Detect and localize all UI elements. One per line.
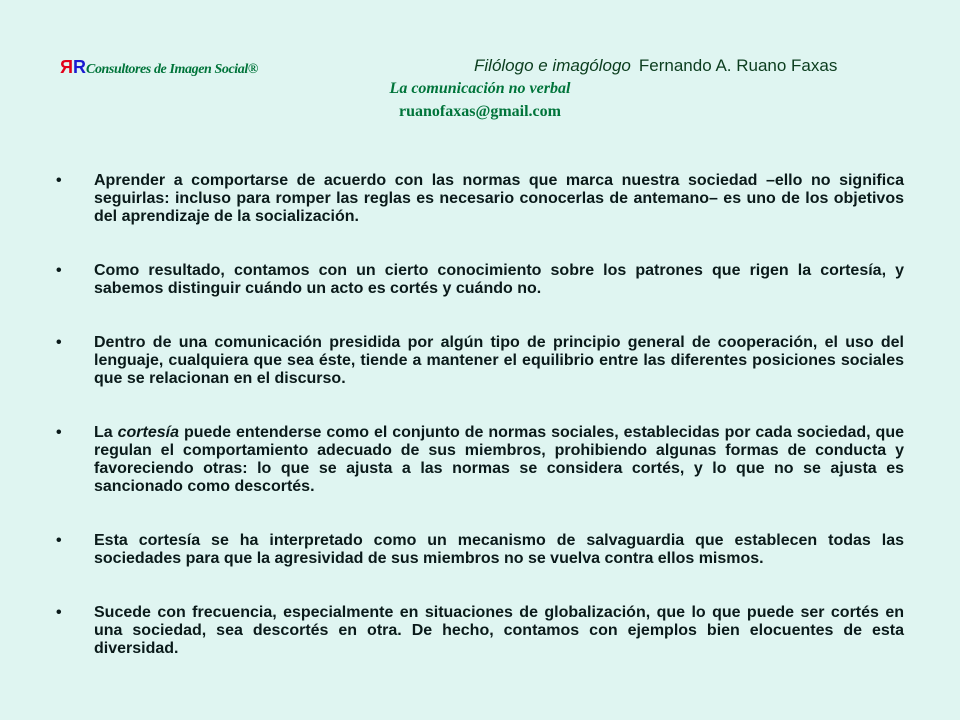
bullet-text: Esta cortesía se ha interpretado como un mecanismo de salvaguardia que establecen todas las sociedades para que la agresividad de sus miembros no se vuelva contra ellos mismos. bbox=[94, 532, 904, 567]
bullet-dot-icon: • bbox=[56, 334, 62, 351]
bullet-text: Como resultado, contamos con un cierto conocimiento sobre los patrones que rigen la cortesía, y sabemos distinguir cuándo un acto es cortés y cuándo no. bbox=[94, 262, 904, 297]
author-email: ruanofaxas@gmail.com bbox=[399, 103, 561, 120]
bullet-text: Aprender a comportarse de acuerdo con las normas que marca nuestra sociedad –ello no significa seguirlas: incluso para romper las reglas es necesario conocerlas de antemano– es uno de los objetivos del aprendizaje de la socialización. bbox=[94, 172, 904, 225]
bullet-item bbox=[56, 604, 904, 658]
author-role: Filólogo e imagólogo bbox=[474, 56, 631, 75]
bullet-text: Sucede con frecuencia, especialmente en situaciones de globalización, que lo que puede ser cortés en una sociedad, sea descortés en otra. De hecho, contamos con ejemplos bien elocuentes de esta diversidad. bbox=[94, 604, 904, 657]
slide-subtitle: La comunicación no verbal bbox=[389, 80, 571, 97]
author-block bbox=[474, 56, 837, 76]
bullet-item bbox=[56, 262, 904, 298]
bullet-list bbox=[56, 172, 904, 694]
bullet-text: Dentro de una comunicación presidida por algún tipo de principio general de cooperación, el uso del lenguaje, cualquiera que sea éste, tiende a mantener el equilibrio entre las diferentes posiciones sociales que se relacionan en el discurso. bbox=[94, 334, 904, 387]
logo-r: R bbox=[73, 57, 86, 77]
bullet-dot-icon: • bbox=[56, 604, 62, 621]
company-logo-block bbox=[60, 57, 258, 78]
bullet-dot-icon: • bbox=[56, 424, 62, 441]
bullet-dot-icon: • bbox=[56, 262, 62, 279]
bullet-item bbox=[56, 424, 904, 496]
bullet-dot-icon: • bbox=[56, 172, 62, 189]
bullet-item bbox=[56, 334, 904, 388]
company-name: Consultores de Imagen Social® bbox=[86, 62, 258, 77]
bullet-text bbox=[94, 424, 904, 495]
bullet-text-emphasis: cortesía bbox=[117, 424, 179, 441]
bullet-item bbox=[56, 172, 904, 226]
bullet-dot-icon: • bbox=[56, 532, 62, 549]
bullet-text-pre: La bbox=[94, 424, 118, 441]
author-name: Fernando A. Ruano Faxas bbox=[638, 56, 838, 75]
logo-mirrored-r: R bbox=[60, 57, 73, 77]
bullet-item bbox=[56, 532, 904, 568]
bullet-text-post: puede entenderse como el conjunto de normas sociales, establecidas por cada sociedad, que regulan el comportamiento adecuado de sus miembros, prohibiendo algunas formas de conducta y favoreciendo otras: lo que se ajusta a las normas se considera cortés, y lo que no se ajusta es sancionado como descortés. bbox=[94, 424, 904, 495]
